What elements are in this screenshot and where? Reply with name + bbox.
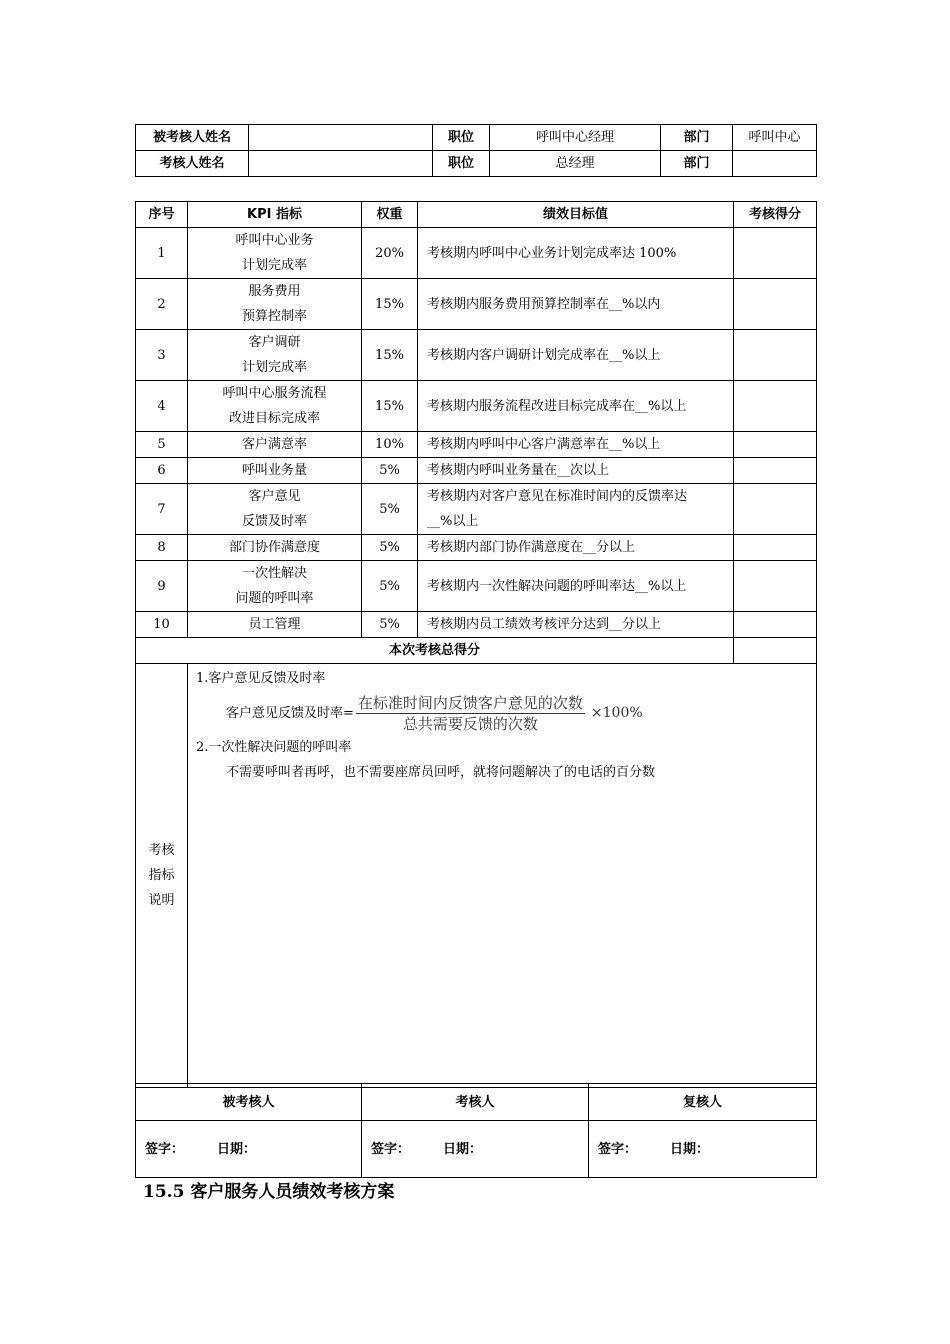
formula [196, 691, 808, 735]
signoff-reviewer-label: 复核人 [589, 1084, 817, 1121]
sign-label: 签字： [598, 1141, 638, 1157]
signoff-sign-row [136, 1121, 817, 1178]
side-label-line: 考核 [148, 843, 175, 858]
examinee-position-value: 呼叫中心经理 [490, 125, 661, 151]
kpi-indicator-line: 服务费用 [248, 284, 301, 299]
examinee-name-label: 被考核人姓名 [136, 125, 249, 151]
kpi-weight: 5% [362, 612, 418, 638]
col-header-kpi: KPI 指标 [188, 202, 362, 228]
kpi-target: 考核期内呼叫业务量在__次以上 [418, 458, 734, 484]
kpi-score-field[interactable] [734, 484, 817, 535]
kpi-target: 考核期内服务流程改进目标完成率在__%以上 [418, 381, 734, 432]
kpi-row-no: 4 [136, 381, 188, 432]
kpi-row [136, 330, 817, 381]
kpi-indicator-line: 问题的呼叫率 [235, 591, 314, 606]
examinee-row [136, 125, 817, 151]
examiner-position-label: 职位 [433, 151, 490, 177]
date-label: 日期： [670, 1141, 710, 1157]
kpi-indicator-line: 客户调研 [248, 335, 301, 350]
date-label: 日期： [217, 1141, 257, 1157]
formula-denominator: 总共需要反馈的次数 [402, 714, 538, 733]
kpi-row-no: 9 [136, 561, 188, 612]
kpi-indicator [188, 561, 362, 612]
kpi-weight: 15% [362, 381, 418, 432]
formula-fraction [356, 693, 585, 734]
kpi-indicator [188, 535, 362, 561]
kpi-target: 考核期内客户调研计划完成率在__%以上 [418, 330, 734, 381]
examinee-signature-cell[interactable] [136, 1121, 362, 1178]
sign-label: 签字： [371, 1141, 411, 1157]
explanation-item2-title: 2.一次性解决问题的呼叫率 [196, 740, 352, 755]
header-table [135, 124, 817, 177]
kpi-indicator-line: 呼叫业务量 [241, 463, 307, 478]
examinee-dept-value: 呼叫中心 [733, 125, 817, 151]
kpi-indicator-line: 部门协作满意度 [228, 540, 320, 555]
col-header-no: 序号 [136, 202, 188, 228]
kpi-row [136, 612, 817, 638]
explanation-row [136, 664, 817, 1088]
kpi-row [136, 381, 817, 432]
kpi-score-field[interactable] [734, 330, 817, 381]
kpi-weight: 5% [362, 561, 418, 612]
kpi-row [136, 432, 817, 458]
explanation-item1-title: 1.客户意见反馈及时率 [196, 671, 326, 686]
kpi-indicator-line: 呼叫中心业务 [235, 233, 314, 248]
examiner-signature-cell[interactable] [362, 1121, 589, 1178]
explanation-side-label [136, 664, 188, 1088]
total-row [136, 638, 817, 664]
kpi-score-field[interactable] [734, 561, 817, 612]
kpi-indicator [188, 381, 362, 432]
kpi-target: 考核期内呼叫中心客户满意率在__%以上 [418, 432, 734, 458]
explanation-content [188, 664, 817, 1088]
kpi-target-line: __%以上 [427, 514, 479, 529]
kpi-indicator [188, 612, 362, 638]
kpi-indicator-line: 改进目标完成率 [228, 411, 320, 426]
kpi-row [136, 228, 817, 279]
kpi-row [136, 458, 817, 484]
total-score-label: 本次考核总得分 [136, 638, 734, 664]
kpi-indicator-line: 客户意见 [248, 489, 301, 504]
date-label: 日期： [443, 1141, 483, 1157]
kpi-row-no: 10 [136, 612, 188, 638]
kpi-indicator-line: 计划完成率 [241, 360, 307, 375]
kpi-target: 考核期内员工绩效考核评分达到__分以上 [418, 612, 734, 638]
kpi-indicator [188, 484, 362, 535]
kpi-body [136, 228, 817, 638]
explanation-item2-text: 不需要呼叫者再呼，也不需要座席员回呼，就将问题解决了的电话的百分数 [226, 765, 656, 780]
kpi-weight: 10% [362, 432, 418, 458]
section-title: 15.5 客户服务人员绩效考核方案 [143, 1182, 395, 1202]
kpi-row-no: 2 [136, 279, 188, 330]
col-header-target: 绩效目标值 [418, 202, 734, 228]
kpi-weight: 5% [362, 535, 418, 561]
kpi-row [136, 535, 817, 561]
sign-label: 签字： [145, 1141, 185, 1157]
kpi-score-field[interactable] [734, 279, 817, 330]
kpi-weight: 20% [362, 228, 418, 279]
kpi-indicator [188, 330, 362, 381]
examiner-dept-field[interactable] [733, 151, 817, 177]
formula-times: ×100% [590, 704, 643, 721]
kpi-row-no: 6 [136, 458, 188, 484]
kpi-row-no: 3 [136, 330, 188, 381]
kpi-indicator [188, 279, 362, 330]
kpi-row-no: 7 [136, 484, 188, 535]
examiner-dept-label: 部门 [661, 151, 733, 177]
kpi-header-row [136, 202, 817, 228]
kpi-target-line: 考核期内对客户意见在标准时间内的反馈率达 [427, 489, 688, 504]
examiner-name-label: 考核人姓名 [136, 151, 249, 177]
kpi-indicator [188, 228, 362, 279]
total-score-field[interactable] [734, 638, 817, 664]
col-header-score: 考核得分 [734, 202, 817, 228]
kpi-target: 考核期内部门协作满意度在__分以上 [418, 535, 734, 561]
kpi-indicator [188, 432, 362, 458]
kpi-row [136, 484, 817, 535]
kpi-row-no: 5 [136, 432, 188, 458]
signoff-header-row [136, 1084, 817, 1121]
kpi-score-field[interactable] [734, 612, 817, 638]
kpi-target: 考核期内呼叫中心业务计划完成率达 100% [418, 228, 734, 279]
kpi-target: 考核期内服务费用预算控制率在__%以内 [418, 279, 734, 330]
kpi-indicator-line: 预算控制率 [241, 309, 307, 324]
side-label-line: 指标 [148, 868, 175, 883]
kpi-target [418, 484, 734, 535]
side-label-line: 说明 [148, 893, 175, 908]
kpi-weight: 15% [362, 330, 418, 381]
reviewer-signature-cell[interactable] [589, 1121, 817, 1178]
formula-lhs: 客户意见反馈及时率= [226, 705, 354, 721]
kpi-indicator [188, 458, 362, 484]
kpi-score-field[interactable] [734, 535, 817, 561]
kpi-row-no: 8 [136, 535, 188, 561]
col-header-weight: 权重 [362, 202, 418, 228]
signoff-examinee-label: 被考核人 [136, 1084, 362, 1121]
examinee-name-field[interactable] [249, 125, 433, 151]
examinee-position-label: 职位 [433, 125, 490, 151]
kpi-indicator-line: 呼叫中心服务流程 [222, 386, 327, 401]
kpi-row-no: 1 [136, 228, 188, 279]
kpi-score-field[interactable] [734, 228, 817, 279]
kpi-indicator-line: 员工管理 [248, 617, 301, 632]
signoff-table [135, 1083, 817, 1178]
examinee-dept-label: 部门 [661, 125, 733, 151]
formula-numerator: 在标准时间内反馈客户意见的次数 [357, 693, 583, 712]
kpi-score-field[interactable] [734, 432, 817, 458]
examiner-row [136, 151, 817, 177]
kpi-row [136, 561, 817, 612]
kpi-weight: 15% [362, 279, 418, 330]
kpi-table [135, 201, 817, 1088]
signoff-examiner-label: 考核人 [362, 1084, 589, 1121]
examiner-name-field[interactable] [249, 151, 433, 177]
kpi-score-field[interactable] [734, 381, 817, 432]
kpi-indicator-line: 一次性解决 [241, 566, 307, 581]
kpi-row [136, 279, 817, 330]
kpi-indicator-line: 客户满意率 [241, 437, 307, 452]
kpi-target: 考核期内一次性解决问题的呼叫率达__%以上 [418, 561, 734, 612]
kpi-weight: 5% [362, 484, 418, 535]
examiner-position-value: 总经理 [490, 151, 661, 177]
kpi-indicator-line: 反馈及时率 [241, 514, 307, 529]
kpi-score-field[interactable] [734, 458, 817, 484]
kpi-weight: 5% [362, 458, 418, 484]
kpi-indicator-line: 计划完成率 [241, 258, 307, 273]
